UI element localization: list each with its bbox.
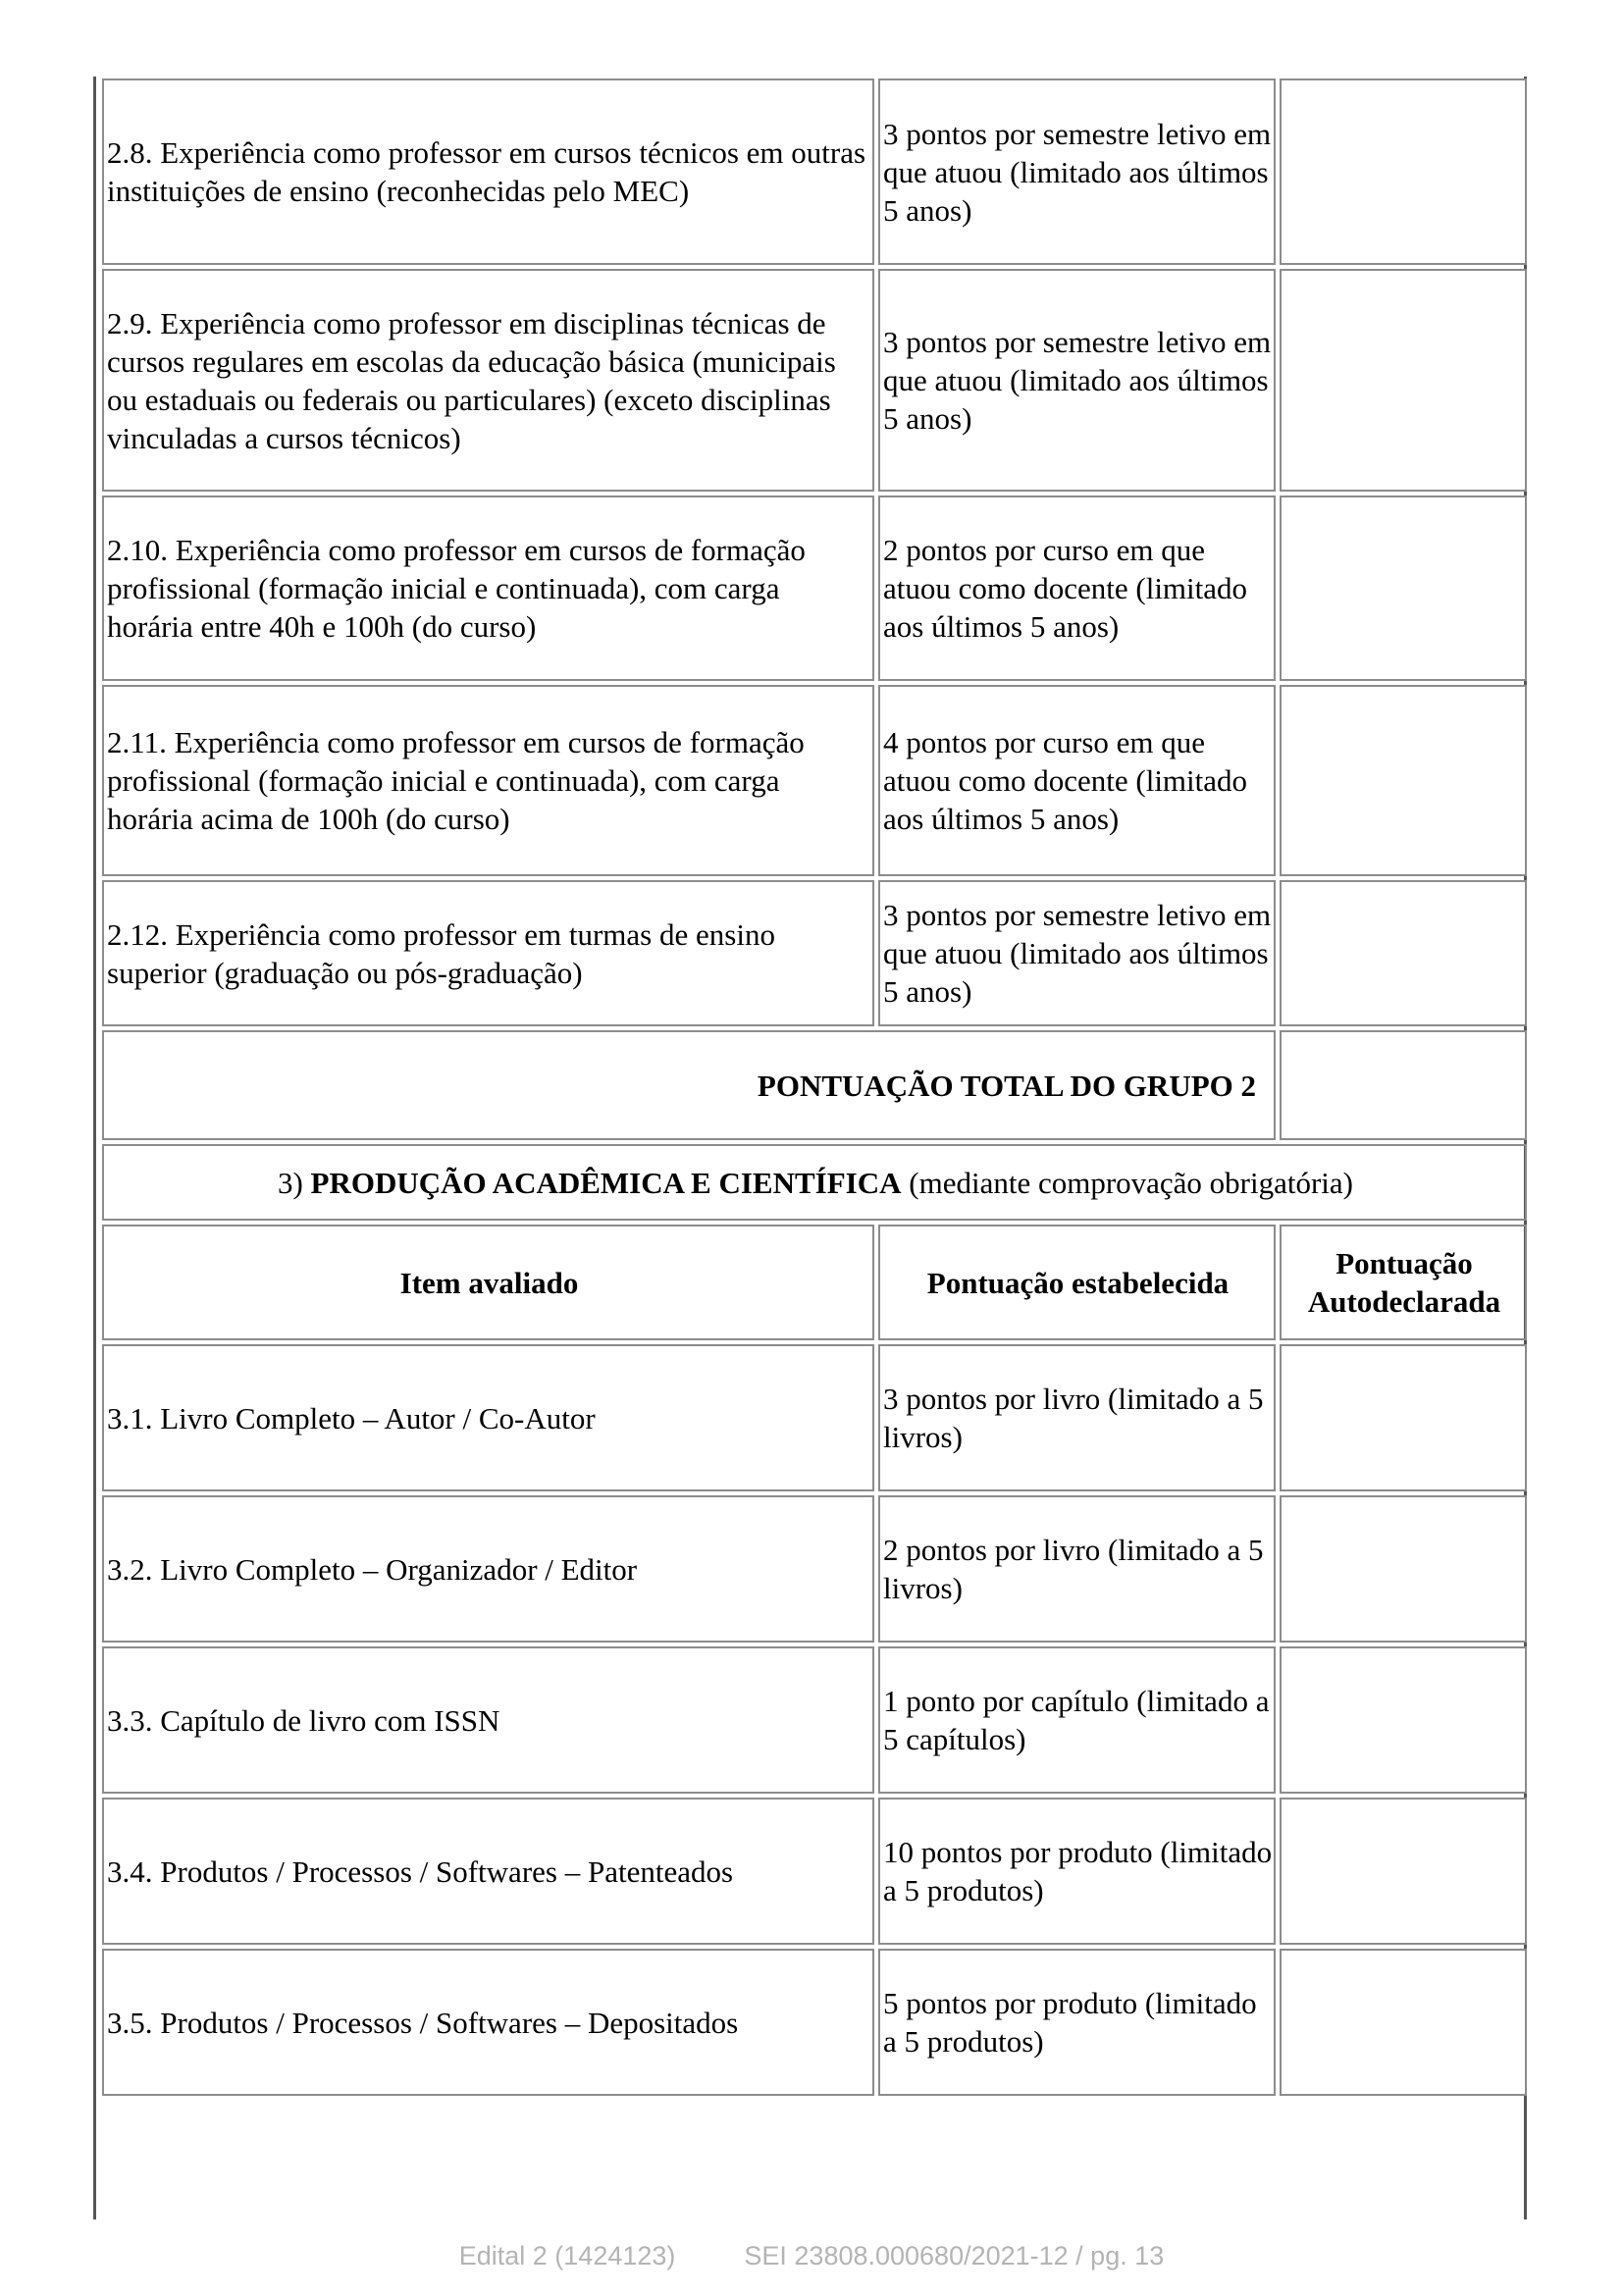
table-row bbox=[102, 685, 1527, 876]
section-heading-row bbox=[102, 1144, 1527, 1221]
score-rule-cell: 3 pontos por livro (limitado a 5 livros) bbox=[878, 1344, 1276, 1491]
page-frame-left-border bbox=[93, 77, 96, 2219]
table-row bbox=[102, 1495, 1527, 1643]
item-cell: 3.1. Livro Completo – Autor / Co-Autor bbox=[102, 1344, 874, 1491]
self-declared-score-cell[interactable] bbox=[1280, 1798, 1527, 1945]
table-row bbox=[102, 1949, 1527, 2096]
self-declared-score-cell[interactable] bbox=[1280, 1949, 1527, 2096]
table-row bbox=[102, 496, 1527, 681]
table-row bbox=[102, 1798, 1527, 1945]
column-header-row bbox=[102, 1225, 1527, 1340]
score-rule-cell: 5 pontos por produto (limitado a 5 produtos) bbox=[878, 1949, 1276, 2096]
self-declared-score-cell[interactable] bbox=[1280, 1344, 1527, 1491]
section-title: PRODUÇÃO ACADÊMICA E CIENTÍFICA bbox=[310, 1165, 902, 1200]
section-note: (mediante comprovação obrigatória) bbox=[909, 1165, 1354, 1200]
table-row bbox=[102, 269, 1527, 492]
footer-sei-page: SEI 23808.000680/2021-12 / pg. 13 bbox=[744, 2241, 1165, 2270]
column-header-self-line1: Pontuação bbox=[1335, 1246, 1473, 1280]
item-cell: 2.8. Experiência como professor em cursos técnicos em outras instituições de ensino (reconhecidas pelo MEC) bbox=[102, 78, 874, 265]
score-rule-cell: 2 pontos por curso em que atuou como docente (limitado aos últimos 5 anos) bbox=[878, 496, 1276, 681]
score-rule-cell: 10 pontos por produto (limitado a 5 produtos) bbox=[878, 1798, 1276, 1945]
self-declared-score-cell[interactable] bbox=[1280, 880, 1527, 1026]
score-rule-cell: 3 pontos por semestre letivo em que atuou (limitado aos últimos 5 anos) bbox=[878, 269, 1276, 492]
self-declared-score-cell[interactable] bbox=[1280, 78, 1527, 265]
column-header-self-declared bbox=[1280, 1225, 1527, 1340]
section-number: 3) bbox=[277, 1165, 303, 1200]
score-table bbox=[98, 75, 1531, 2100]
self-declared-score-cell[interactable] bbox=[1280, 269, 1527, 492]
table-row bbox=[102, 1646, 1527, 1794]
self-declared-score-cell[interactable] bbox=[1280, 1495, 1527, 1643]
self-declared-score-cell[interactable] bbox=[1280, 496, 1527, 681]
item-cell: 2.12. Experiência como professor em turmas de ensino superior (graduação ou pós-graduação) bbox=[102, 880, 874, 1026]
section-heading bbox=[102, 1144, 1527, 1221]
column-header-score: Pontuação estabelecida bbox=[878, 1225, 1276, 1340]
table-row bbox=[102, 1344, 1527, 1491]
score-rule-cell: 4 pontos por curso em que atuou como docente (limitado aos últimos 5 anos) bbox=[878, 685, 1276, 876]
table-row bbox=[102, 78, 1527, 265]
item-cell: 2.9. Experiência como professor em disciplinas técnicas de cursos regulares em escolas da educação básica (municipais ou estaduais ou federais ou particulares) (exceto disciplinas vinculadas a cursos técnicos) bbox=[102, 269, 874, 492]
table-row bbox=[102, 880, 1527, 1026]
column-header-item: Item avaliado bbox=[102, 1225, 874, 1340]
item-cell: 2.10. Experiência como professor em cursos de formação profissional (formação inicial e continuada), com carga horária entre 40h e 100h (do curso) bbox=[102, 496, 874, 681]
score-rule-cell: 1 ponto por capítulo (limitado a 5 capítulos) bbox=[878, 1646, 1276, 1794]
score-rule-cell: 3 pontos por semestre letivo em que atuou (limitado aos últimos 5 anos) bbox=[878, 78, 1276, 265]
page-footer bbox=[0, 2241, 1623, 2271]
item-cell: 3.5. Produtos / Processos / Softwares – Depositados bbox=[102, 1949, 874, 2096]
score-rule-cell: 3 pontos por semestre letivo em que atuou (limitado aos últimos 5 anos) bbox=[878, 880, 1276, 1026]
item-cell: 3.4. Produtos / Processos / Softwares – Patenteados bbox=[102, 1798, 874, 1945]
score-rule-cell: 2 pontos por livro (limitado a 5 livros) bbox=[878, 1495, 1276, 1643]
self-declared-score-cell[interactable] bbox=[1280, 685, 1527, 876]
self-declared-score-cell[interactable] bbox=[1280, 1646, 1527, 1794]
total-row bbox=[102, 1030, 1527, 1140]
footer-document-id: Edital 2 (1424123) bbox=[458, 2241, 676, 2270]
group-total-label: PONTUAÇÃO TOTAL DO GRUPO 2 bbox=[102, 1030, 1276, 1140]
group-total-value-cell[interactable] bbox=[1280, 1030, 1527, 1140]
column-header-self-line2: Autodeclarada bbox=[1307, 1284, 1501, 1319]
item-cell: 3.2. Livro Completo – Organizador / Editor bbox=[102, 1495, 874, 1643]
item-cell: 2.11. Experiência como professor em cursos de formação profissional (formação inicial e continuada), com carga horária acima de 100h (do curso) bbox=[102, 685, 874, 876]
item-cell: 3.3. Capítulo de livro com ISSN bbox=[102, 1646, 874, 1794]
